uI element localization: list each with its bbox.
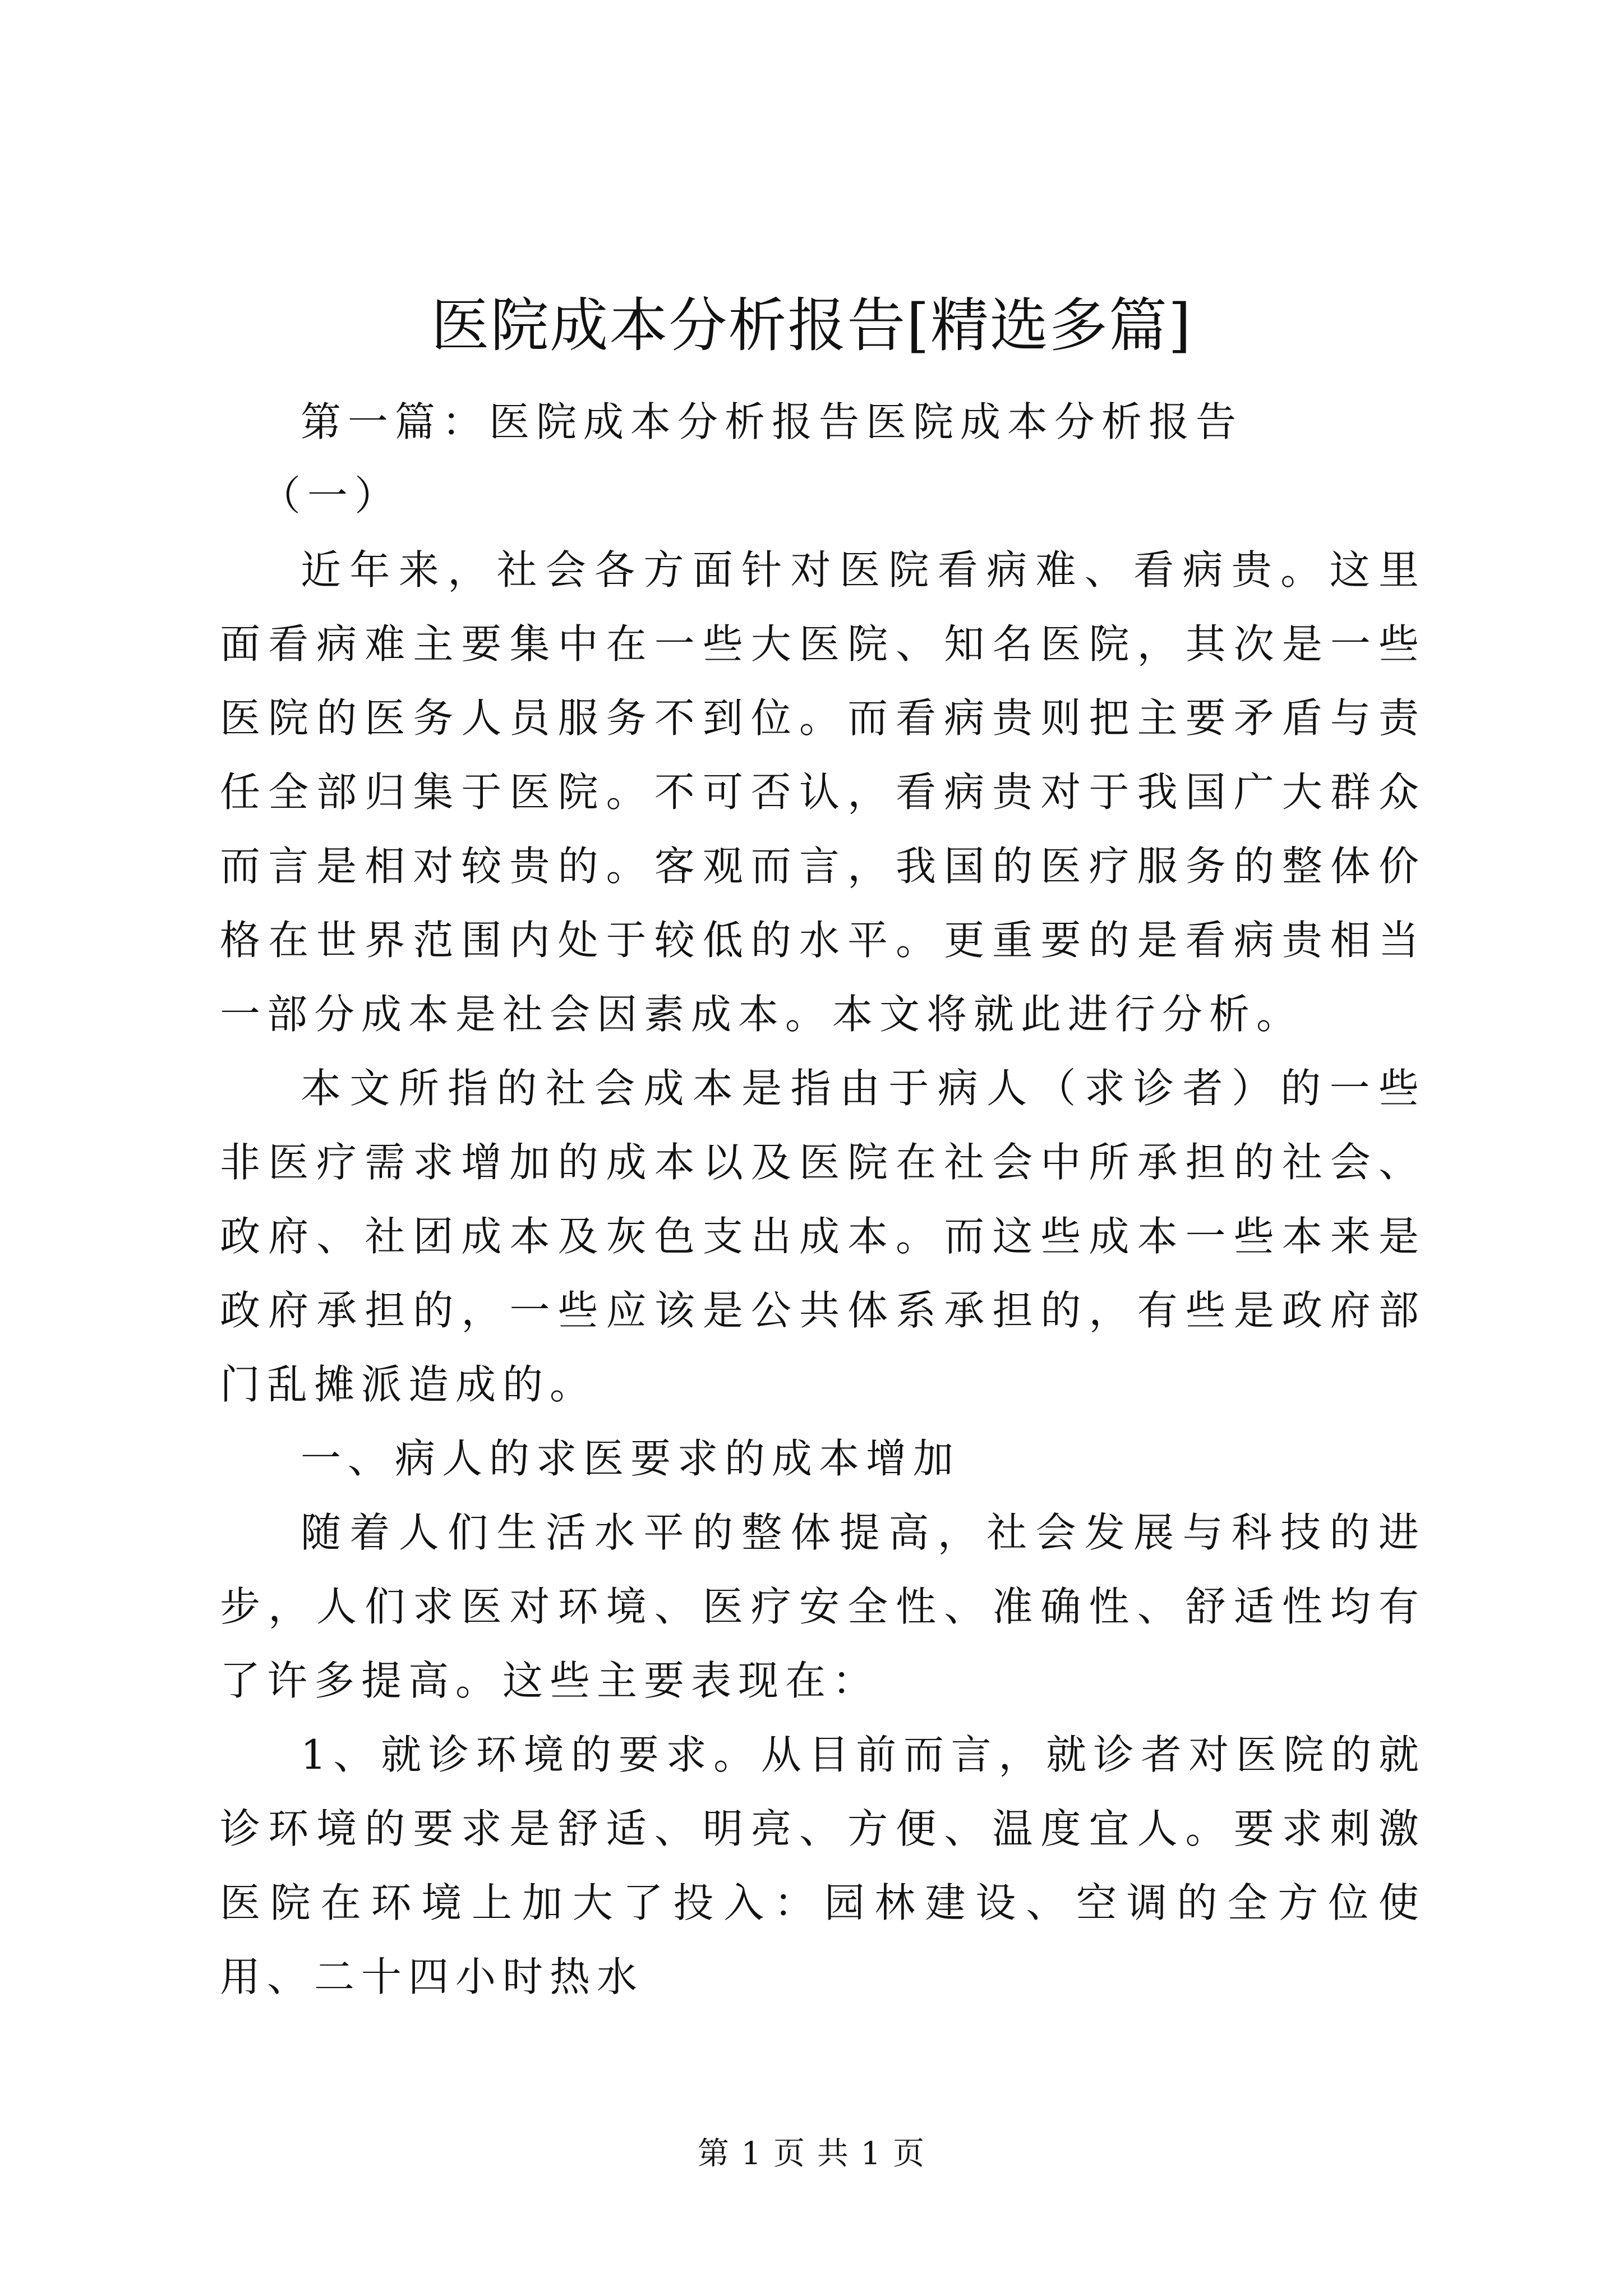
paragraph: 本文所指的社会成本是指由于病人（求诊者）的一些非医疗需求增加的成本以及医院在社会中所承担的社会、政府、社团成本及灰色支出成本。而这些成本一些本来是政府承担的，一些应该是公共体系承担的，有些是政府部门乱摊派造成的。 [220, 1065, 1426, 1408]
section-heading: 第一篇：医院成本分析报告医院成本分析报告 [301, 398, 1243, 445]
document-body [220, 385, 1426, 2014]
paragraph: 近年来，社会各方面针对医院看病难、看病贵。这里面看病难主要集中在一些大医院、知名医院，其次是一些医院的医务人员服务不到位。而看病贵则把主要矛盾与责任全部归集于医院。不可否认，看病贵对于我国广大群众而言是相对较贵的。客观而言，我国的医疗服务的整体价格在世界范围内处于较低的水平。更重要的是看病贵相当一部分成本是社会因素成本。本文将就此进行分析。 [220, 546, 1426, 1038]
page-footer: 第 1 页 共 1 页 [697, 2136, 926, 2172]
document-title: 医院成本分析报告[精选多篇] [431, 291, 1192, 360]
subheading: 一、病人的求医要求的成本增加 [301, 1435, 961, 1482]
paragraph: 1、就诊环境的要求。从目前而言，就诊者对医院的就诊环境的要求是舒适、明亮、方便、温度宜人。要求刺激医院在环境上加大了投入：园林建设、空调的全方位使用、二十四小时热水 [220, 1731, 1426, 2000]
subsection-number: （一） [260, 472, 402, 519]
paragraph: 随着人们生活水平的整体提高，社会发展与科技的进步，人们求医对环境、医疗安全性、准确性、舒适性均有了许多提高。这些主要表现在： [220, 1509, 1426, 1704]
